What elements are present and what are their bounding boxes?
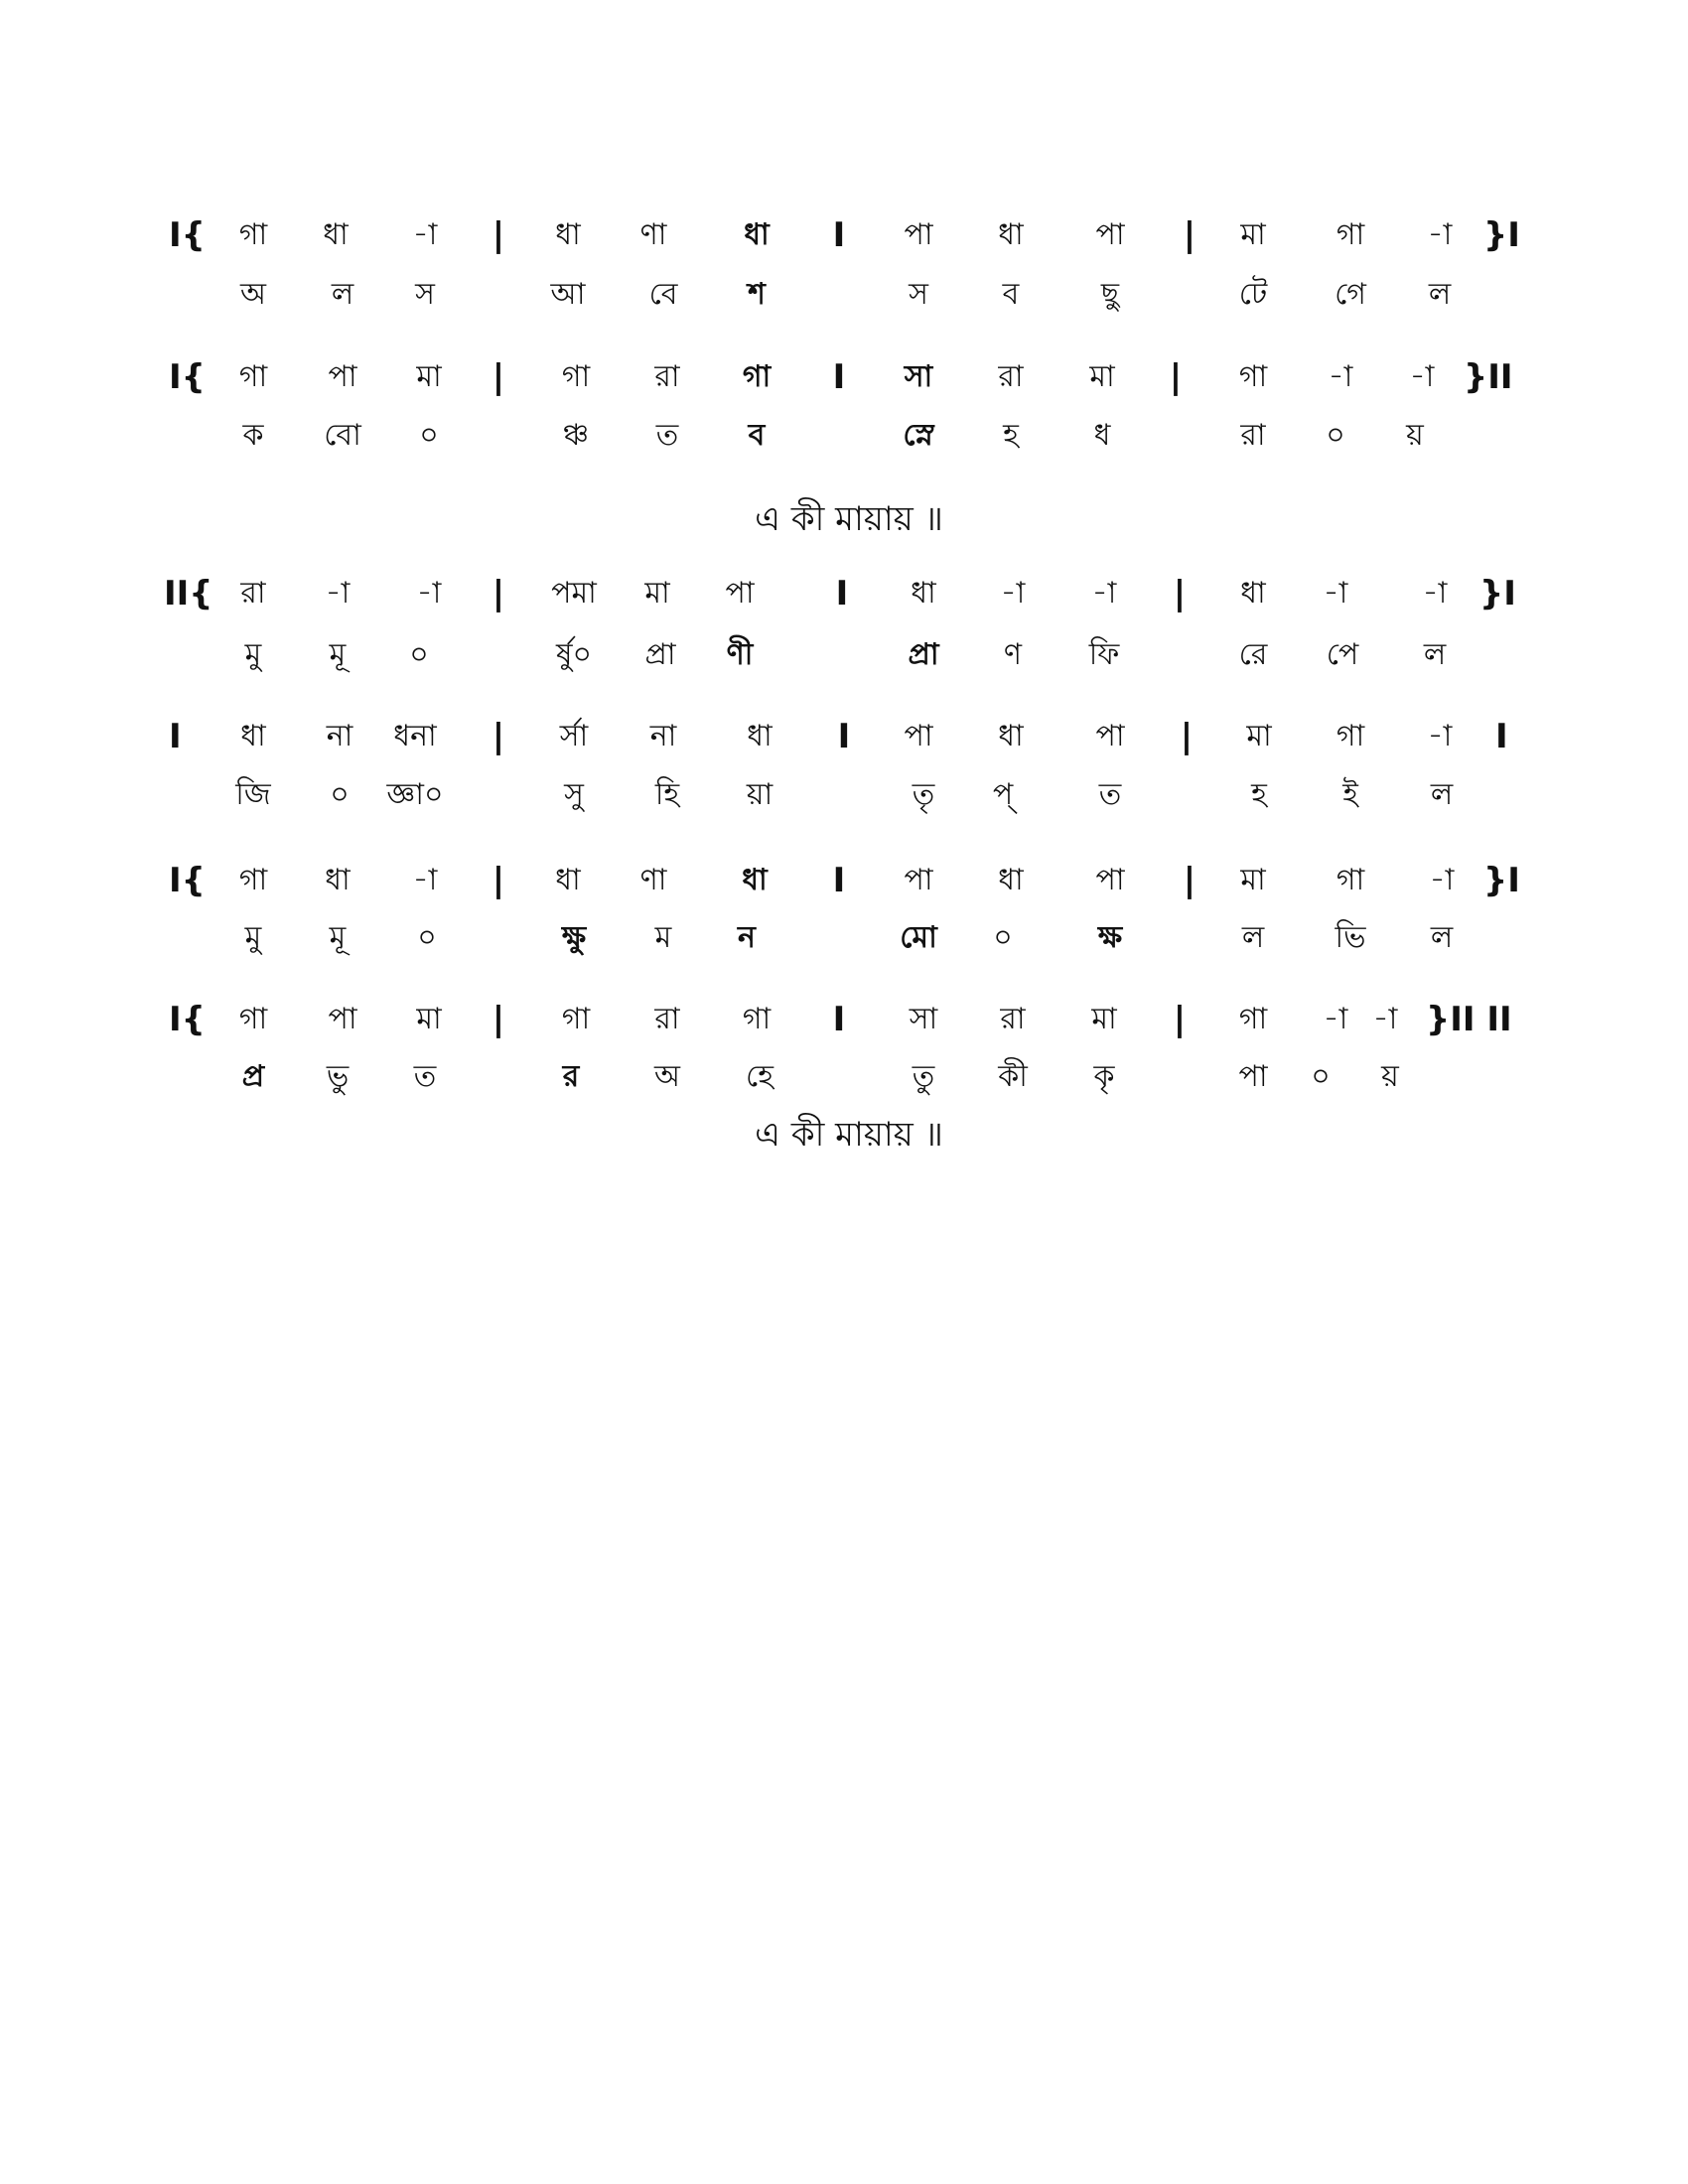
swara-note: -া	[1000, 576, 1026, 611]
swara-note: সা	[909, 1002, 938, 1036]
bar-start-sign: I{	[169, 215, 206, 255]
lyric-syllable: সু	[564, 777, 584, 812]
lyric-syllable: পা	[1238, 1059, 1268, 1094]
swara-note: গা	[238, 863, 268, 897]
bar-divider: I	[832, 861, 846, 900]
lyric-syllable: মু	[244, 637, 262, 672]
swara-note: র্সা	[559, 719, 589, 753]
beat-divider: |	[1180, 717, 1194, 756]
lyric-syllable: স	[415, 277, 435, 312]
bar-end-sign: }I	[1483, 215, 1520, 255]
swara-note: পা	[904, 217, 933, 252]
swara-note: পা	[328, 359, 357, 394]
beat-divider: |	[1183, 861, 1196, 900]
bar-divider: I	[832, 357, 846, 397]
lyric-syllable: ল	[1428, 277, 1452, 312]
lyric-syllable: পে	[1326, 637, 1359, 672]
swara-note: ধা	[747, 719, 773, 753]
swara-note: মা	[1240, 217, 1266, 252]
bar-start-sign: I{	[169, 1000, 206, 1039]
swara-row	[0, 569, 1688, 618]
swara-note: গা	[238, 217, 268, 252]
beat-divider: |	[1169, 357, 1183, 397]
lyric-syllable: ল	[331, 277, 354, 312]
swara-note: রা	[654, 359, 680, 394]
swara-note: পা	[1095, 217, 1125, 252]
beat-divider: |	[1173, 1000, 1187, 1039]
swara-note: মা	[1246, 719, 1272, 753]
beat-divider: |	[492, 215, 505, 255]
lyric-syllable: অ	[654, 1059, 680, 1094]
lyric-syllable: বে	[648, 277, 678, 312]
beat-divider: |	[1183, 215, 1196, 255]
lyric-syllable: র্ষু০	[555, 637, 593, 672]
beat-divider: |	[492, 1000, 505, 1039]
bar-end-sign: }I	[1479, 574, 1516, 614]
swara-note: ধা	[998, 719, 1024, 753]
swara-note: পা	[904, 863, 933, 897]
lyric-syllable: হে	[746, 1059, 774, 1094]
swara-note: গা	[742, 1002, 772, 1036]
refrain-text: এ কী মায়ায় ॥	[755, 1115, 943, 1155]
swara-note: -া	[1429, 863, 1455, 897]
swara-row	[0, 995, 1688, 1044]
lyric-syllable: ভু	[326, 1059, 350, 1094]
swara-note: -া	[1427, 217, 1453, 252]
lyric-syllable: য়া	[746, 777, 774, 812]
swara-note: -া	[1328, 359, 1353, 394]
swara-note: না	[649, 719, 677, 753]
lyric-syllable: র	[562, 1059, 580, 1094]
lyric-syllable: ই	[1342, 777, 1358, 812]
beat-divider: |	[492, 357, 505, 397]
swara-note: মা	[1091, 1002, 1117, 1036]
swara-note: পমা	[551, 576, 597, 611]
swara-note: -া	[412, 863, 438, 897]
lyric-syllable: ত	[1098, 777, 1122, 812]
swara-note: -া	[1323, 1002, 1348, 1036]
bar-start-sign: I	[169, 717, 182, 756]
lyric-syllable: ন	[738, 920, 756, 955]
beat-divider: |	[492, 574, 505, 614]
swara-note: গা	[561, 359, 591, 394]
swara-note: ধা	[742, 863, 768, 897]
lyric-syllable: ত	[413, 1059, 437, 1094]
bar-start-sign: II{	[164, 574, 213, 614]
swara-note: পা	[1095, 719, 1125, 753]
lyric-syllable: ক	[242, 418, 264, 453]
lyric-syllable: য়	[1381, 1059, 1399, 1094]
beat-divider: |	[492, 717, 505, 756]
bar-end-sign: }II II	[1426, 1000, 1512, 1039]
swara-note: গা	[1336, 719, 1365, 753]
lyric-syllable: ক্ষু	[561, 920, 587, 955]
swara-note: ধনা	[393, 719, 437, 753]
swara-note: গা	[1238, 1002, 1268, 1036]
lyric-syllable: বো	[324, 418, 361, 453]
lyric-syllable: মূ	[329, 637, 347, 672]
swara-note: ধা	[911, 576, 936, 611]
swara-note: গা	[1238, 359, 1268, 394]
lyric-syllable: ল	[1241, 920, 1265, 955]
swara-note: -া	[416, 576, 442, 611]
swara-note: রা	[1000, 1002, 1026, 1036]
lyric-syllable: ০	[409, 637, 429, 672]
bar-divider: I	[837, 717, 851, 756]
swara-note: ধা	[240, 719, 266, 753]
swara-note: গা	[742, 359, 772, 394]
swara-note: ধা	[744, 217, 770, 252]
lyric-syllable: ০	[419, 418, 439, 453]
swara-note: রা	[654, 1002, 680, 1036]
lyric-syllable: ল	[1423, 637, 1447, 672]
lyric-syllable: ল	[1430, 777, 1454, 812]
lyric-syllable: ণী	[726, 637, 754, 672]
lyric-syllable: ০	[330, 777, 350, 812]
swara-note: মা	[644, 576, 670, 611]
lyric-row	[0, 1052, 1688, 1102]
swara-note: -া	[1372, 1002, 1398, 1036]
swara-note: -া	[1323, 576, 1348, 611]
lyric-syllable: স্নে	[903, 418, 934, 453]
beat-divider: |	[492, 861, 505, 900]
lyric-syllable: ০	[1326, 418, 1345, 453]
lyric-syllable: ০	[1311, 1059, 1331, 1094]
lyric-syllable: ০	[417, 920, 437, 955]
swara-note: -া	[1409, 359, 1435, 394]
bar-divider: I	[832, 1000, 846, 1039]
swara-note: মা	[1240, 863, 1266, 897]
lyric-syllable: মু	[244, 920, 262, 955]
bar-divider: I	[835, 574, 849, 614]
bar-start-sign: I{	[169, 861, 206, 900]
lyric-syllable: জ্ঞা০	[386, 777, 444, 812]
swara-note: গা	[238, 359, 268, 394]
lyric-syllable: আ	[550, 277, 586, 312]
lyric-syllable: মো	[900, 920, 937, 955]
lyric-syllable: প্রা	[908, 637, 939, 672]
swara-note: রা	[240, 576, 266, 611]
swara-note: ধা	[1240, 576, 1266, 611]
lyric-syllable: গে	[1335, 277, 1366, 312]
lyric-syllable: তু	[912, 1059, 935, 1094]
lyric-row	[0, 270, 1688, 320]
lyric-row	[0, 913, 1688, 963]
swara-note: মা	[416, 1002, 442, 1036]
swara-note: ধা	[555, 217, 581, 252]
lyric-syllable: ম	[654, 920, 672, 955]
lyric-syllable: প্	[992, 777, 1014, 812]
lyric-syllable: মূ	[329, 920, 347, 955]
lyric-syllable: ব	[748, 418, 766, 453]
lyric-syllable: স	[909, 277, 928, 312]
swara-note: ধা	[998, 217, 1024, 252]
lyric-syllable: ০	[993, 920, 1013, 955]
lyric-syllable: রা	[1240, 418, 1266, 453]
lyric-syllable: অ	[240, 277, 266, 312]
swara-note: পা	[328, 1002, 357, 1036]
lyric-syllable: ণ	[1003, 637, 1023, 672]
lyric-syllable: ফি	[1088, 637, 1120, 672]
swara-note: ধা	[325, 863, 351, 897]
lyric-syllable: হি	[654, 777, 680, 812]
swara-row	[0, 210, 1688, 260]
lyric-syllable: টে	[1238, 277, 1268, 312]
swara-note: ধা	[555, 863, 581, 897]
swara-note: পা	[1095, 863, 1125, 897]
swara-note: -া	[1091, 576, 1117, 611]
swara-note: গা	[238, 1002, 268, 1036]
lyric-syllable: হ	[1251, 777, 1267, 812]
lyric-row	[0, 630, 1688, 680]
swara-note: পা	[725, 576, 755, 611]
lyric-syllable: ধ	[1093, 418, 1111, 453]
swara-note: গা	[561, 1002, 591, 1036]
swara-note: মা	[1089, 359, 1115, 394]
lyric-syllable: ত	[655, 418, 679, 453]
swara-row	[0, 856, 1688, 905]
lyric-syllable: রে	[1238, 637, 1268, 672]
beat-divider: |	[1173, 574, 1187, 614]
lyric-syllable: শ	[748, 277, 766, 312]
bar-divider: I	[832, 215, 846, 255]
swara-note: মা	[416, 359, 442, 394]
lyric-syllable: কী	[998, 1059, 1028, 1094]
lyric-row	[0, 770, 1688, 820]
lyric-syllable: প্রা	[644, 637, 676, 672]
lyric-syllable: ল	[1430, 920, 1454, 955]
lyric-syllable: জি	[235, 777, 271, 812]
bar-start-sign: I{	[169, 357, 206, 397]
lyric-syllable: তৃ	[912, 777, 935, 812]
swara-note: গা	[1336, 863, 1365, 897]
swara-row	[0, 712, 1688, 761]
swara-note: পা	[904, 719, 933, 753]
lyric-syllable: ব	[1002, 277, 1020, 312]
lyric-syllable: ক্ষ	[1097, 920, 1123, 955]
swara-row	[0, 352, 1688, 402]
lyric-syllable: ছু	[1100, 277, 1120, 312]
swara-note: -া	[412, 217, 438, 252]
swara-note: না	[326, 719, 353, 753]
swara-note: ধা	[323, 217, 349, 252]
bar-end-sign: }II	[1464, 357, 1513, 397]
lyric-syllable: ভি	[1335, 920, 1366, 955]
lyric-syllable: প্র	[241, 1059, 265, 1094]
swara-note: গা	[1336, 217, 1365, 252]
swara-note: -া	[1427, 719, 1453, 753]
swara-note: ধা	[998, 863, 1024, 897]
swara-note: ণা	[639, 863, 667, 897]
swara-note: রা	[998, 359, 1024, 394]
lyric-syllable: ঞ্চ	[562, 418, 590, 453]
bar-end-sign: I	[1495, 717, 1508, 756]
refrain-line	[0, 494, 1688, 544]
swara-note: -া	[325, 576, 351, 611]
lyric-row	[0, 411, 1688, 461]
lyric-syllable: য়	[1406, 418, 1424, 453]
swara-note: সা	[904, 359, 933, 394]
lyric-syllable: হ	[1003, 418, 1019, 453]
lyric-syllable: কৃ	[1093, 1059, 1115, 1094]
refrain-text: এ কী মায়ায় ॥	[755, 499, 943, 539]
bar-end-sign: }I	[1483, 861, 1520, 900]
swara-note: ণা	[639, 217, 667, 252]
refrain-line	[0, 1110, 1688, 1160]
swara-note: -া	[1422, 576, 1448, 611]
